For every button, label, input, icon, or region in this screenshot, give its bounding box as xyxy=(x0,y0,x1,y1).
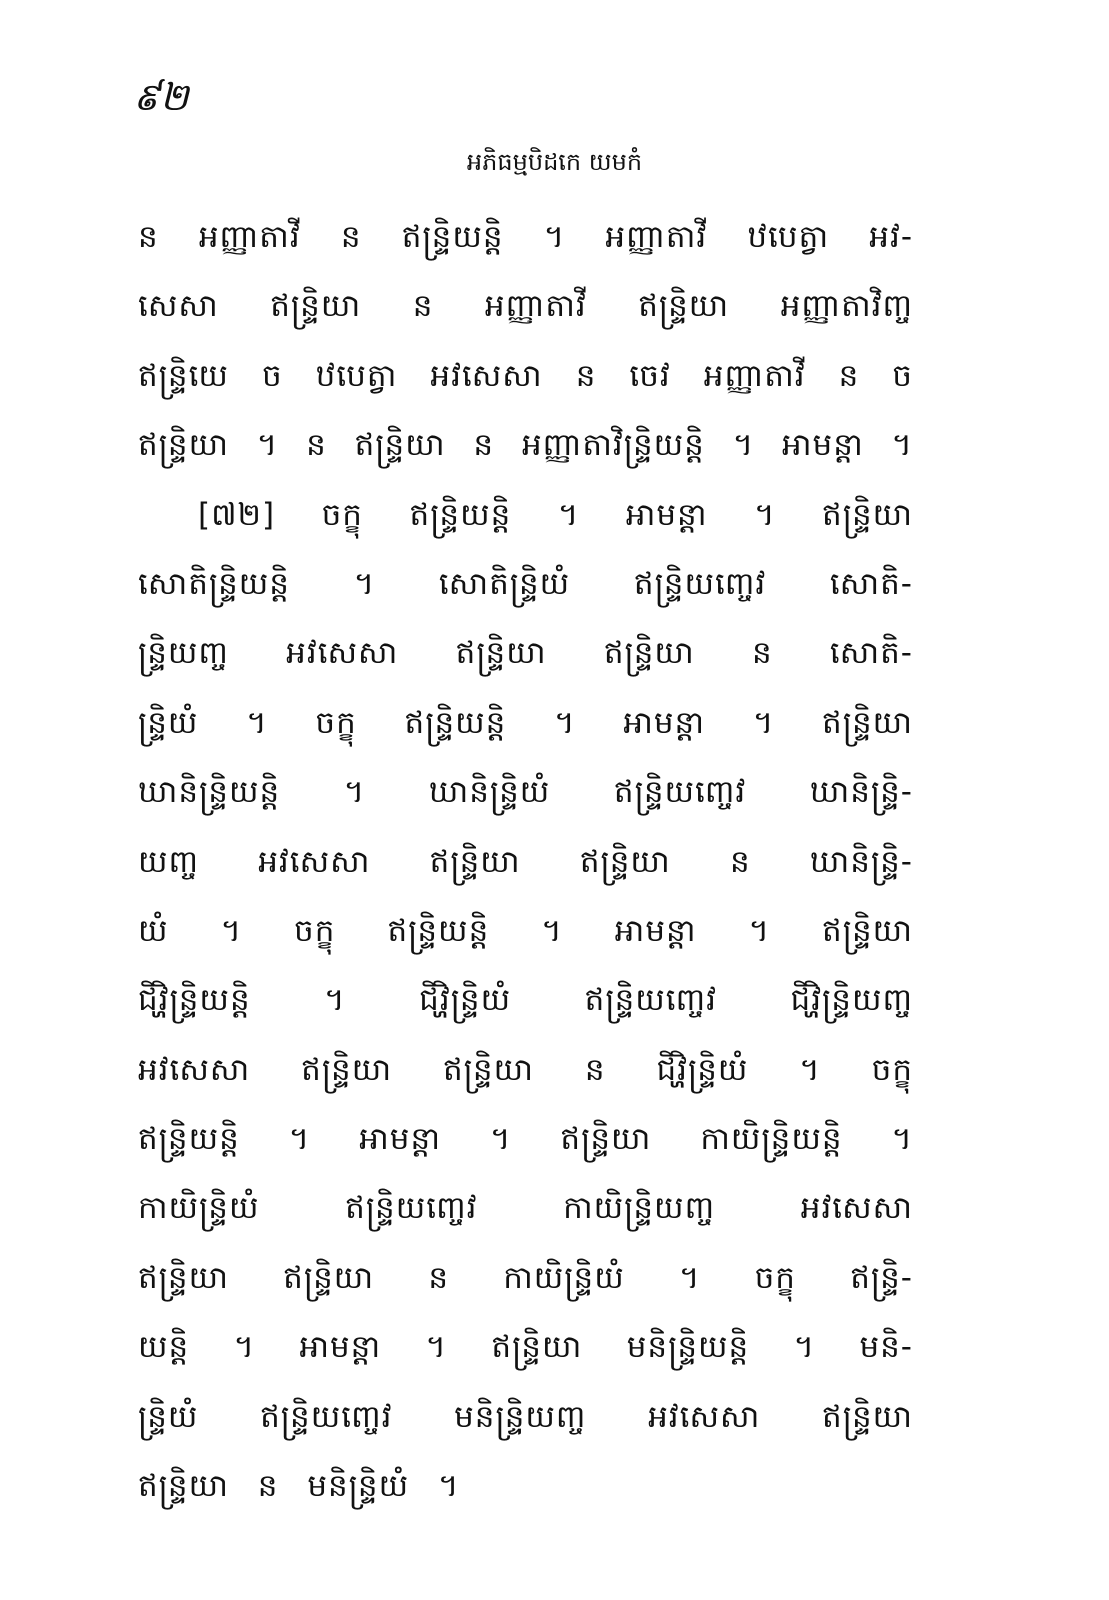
text-line: ឥន្ទ្រិយា ។ ន ឥន្ទ្រិយា ន អញ្ញាតាវិន្ទ្រិយន្តិ ។ អាមន្តា ។ xyxy=(138,427,913,464)
text-line: ឥន្ទ្រិយា ន មនិន្ទ្រិយំ ។ xyxy=(138,1468,460,1505)
text-line: ឃានិន្ទ្រិយន្តិ ។ ឃានិន្ទ្រិយំ ឥន្ទ្រិយញ្ចេវ ឃានិន្ទ្រិ- xyxy=(138,774,913,811)
text-line: ន្ទ្រិយញ្ច អវសេសា ឥន្ទ្រិយា ឥន្ទ្រិយា ន សោតិ- xyxy=(138,635,913,672)
text-line: ឥន្ទ្រិយេ ច ឋបេត្វា អវសេសា ន ចេវ អញ្ញាតាវី ន ច xyxy=(138,357,913,394)
text-line: យន្តិ ។ អាមន្តា ។ ឥន្ទ្រិយា មនិន្ទ្រិយន្តិ ។ មនិ- xyxy=(138,1329,913,1366)
running-header: អភិធម្មបិដកេ យមកំ xyxy=(466,148,643,176)
text-line: សោតិន្ទ្រិយន្តិ ។ សោតិន្ទ្រិយំ ឥន្ទ្រិយញ្ចេវ សោតិ- xyxy=(138,565,913,602)
text-line: ន អញ្ញាតាវី ន ឥន្ទ្រិយន្តិ ។ អញ្ញាតាវី ឋបេត្វា អវ- xyxy=(138,219,913,255)
text-line: ឥន្ទ្រិយា ឥន្ទ្រិយា ន កាយិន្ទ្រិយំ ។ ចក្ខុ ឥន្ទ្រិ- xyxy=(138,1259,913,1296)
text-line: អវសេសា ឥន្ទ្រិយា ឥន្ទ្រិយា ន ជិវ្ហិន្ទ្រិយំ ។ ចក្ខុ xyxy=(138,1051,913,1088)
text-line: យំ ។ ចក្ខុ ឥន្ទ្រិយន្តិ ។ អាមន្តា ។ ឥន្ទ្រិយា xyxy=(138,912,913,949)
text-line: ជិវ្ហិន្ទ្រិយន្តិ ។ ជិវ្ហិន្ទ្រិយំ ឥន្ទ្រិយញ្ចេវ ជិវ្ហិន្ទ្រិយញ្ច xyxy=(138,982,913,1019)
text-line: យញ្ច អវសេសា ឥន្ទ្រិយា ឥន្ទ្រិយា ន ឃានិន្ទ្រិ- xyxy=(138,843,913,880)
text-line: សេសា ឥន្ទ្រិយា ន អញ្ញាតាវី ឥន្ទ្រិយា អញ្ញាតាវិញ្ច xyxy=(138,288,913,325)
page-number: ៩២ xyxy=(133,75,189,119)
text-line: ន្ទ្រិយំ ឥន្ទ្រិយញ្ចេវ មនិន្ទ្រិយញ្ច អវសេសា ឥន្ទ្រិយា xyxy=(138,1398,913,1435)
text-line: ន្ទ្រិយំ ។ ចក្ខុ ឥន្ទ្រិយន្តិ ។ អាមន្តា ។ ឥន្ទ្រិយា xyxy=(138,704,913,741)
body-text xyxy=(138,207,913,1525)
text-line: ឥន្ទ្រិយន្តិ ។ អាមន្តា ។ ឥន្ទ្រិយា កាយិន្ទ្រិយន្តិ ។ xyxy=(138,1121,913,1158)
text-line: [៧២] ចក្ខុ ឥន្ទ្រិយន្តិ ។ អាមន្តា ។ ឥន្ទ្រិយា xyxy=(198,496,913,533)
text-line: កាយិន្ទ្រិយំ ឥន្ទ្រិយញ្ចេវ កាយិន្ទ្រិយញ្ច អវសេសា xyxy=(138,1190,913,1227)
